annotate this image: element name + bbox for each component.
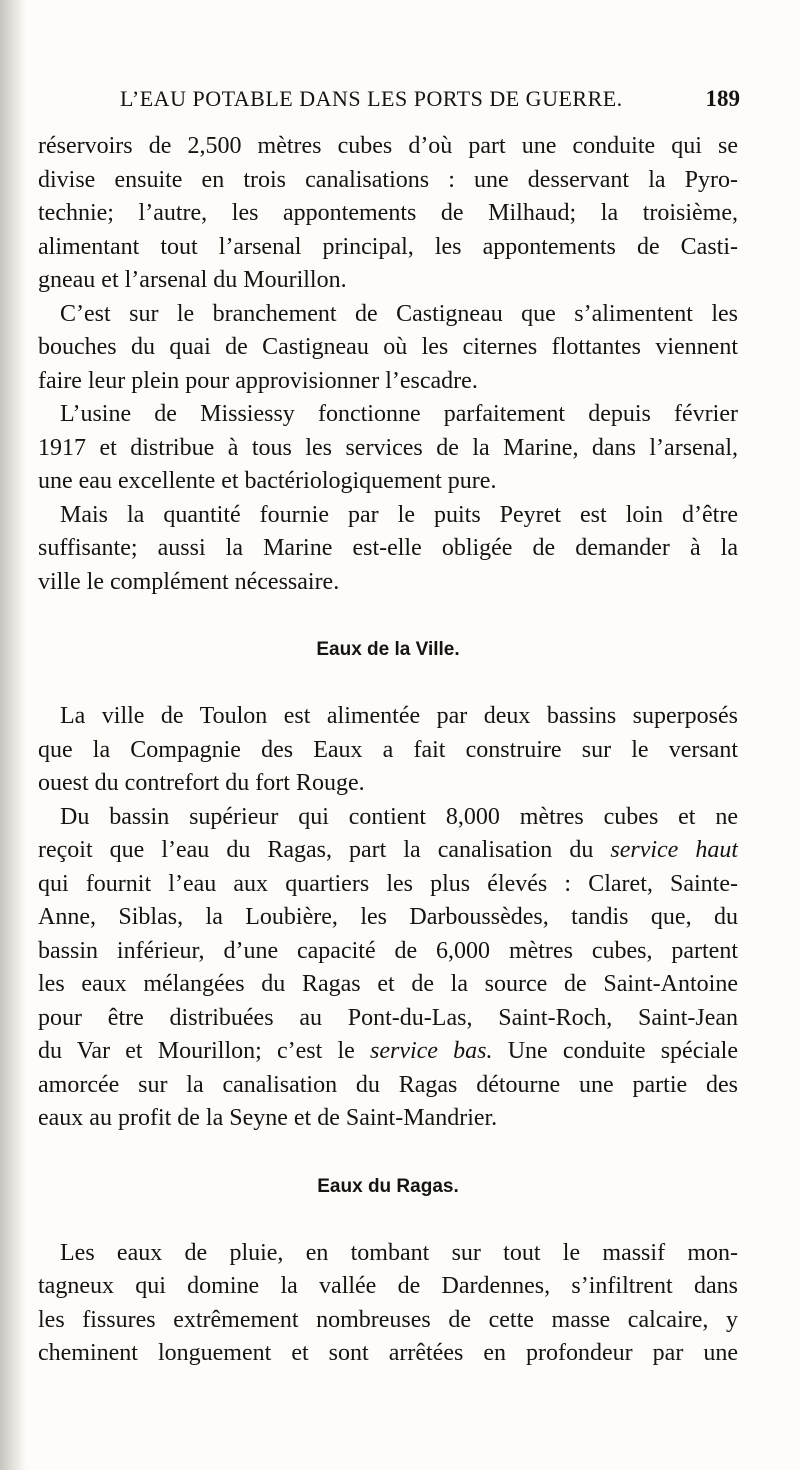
text-line (38, 1035, 738, 1069)
page-number: 189 (705, 86, 740, 111)
text-line: L’usine de Missiessy fonctionne parfaitement depuis février (60, 401, 738, 427)
section-heading-ragas: Eaux du Ragas. (317, 1175, 459, 1197)
text-line: technie; l’autre, les appontements de Milhaud; la troisième, (38, 200, 738, 226)
text-line: les eaux mélangées du Ragas et de la source de Saint-Antoine (38, 971, 738, 997)
text-line: bouches du quai de Castigneau où les citernes flottantes viennent (38, 334, 738, 360)
text-line: gneau et l’arsenal du Mourillon. (38, 267, 347, 293)
text-line: Du bassin supérieur qui contient 8,000 mètres cubes et ne (60, 803, 738, 830)
text-line: suffisante; aussi la Marine est-elle obligée de demander à la (38, 535, 738, 561)
text-line: eaux au profit de la Seyne et de Saint-Mandrier. (38, 1105, 498, 1131)
text-line: Mais la quantité fournie par le puits Peyret est loin d’être (60, 501, 738, 528)
page-gutter-shadow (0, 0, 26, 1470)
text-line: réservoirs de 2,500 mètres cubes d’où part une conduite qui se (38, 133, 738, 159)
section-heading-ville: Eaux de la Ville. (316, 639, 460, 660)
text-line: 1917 et distribue à tous les services de la Marine, dans l’arsenal, (38, 434, 738, 461)
italic-term: service bas. (370, 1038, 493, 1064)
text-line: qui fournit l’eau aux quartiers les plus élevés : Claret, Sainte- (38, 870, 738, 897)
italic-term: service haut (610, 837, 738, 863)
text-line: Les eaux de pluie, en tombant sur tout le massif mon- (60, 1239, 738, 1266)
text-segment: du Var et Mourillon; c’est le (38, 1038, 370, 1064)
text-line: une eau excellente et bactériologiquement pure. (38, 468, 497, 494)
text-line: les fissures extrêmement nombreuses de cette masse calcaire, y (38, 1306, 738, 1333)
text-line: tagneux qui domine la vallée de Dardennes, s’infiltrent dans (38, 1273, 738, 1299)
text-segment: Une conduite spéciale (492, 1038, 738, 1064)
text-line: bassin inférieur, d’une capacité de 6,000 mètres cubes, partent (38, 937, 738, 964)
text-line: pour être distribuées au Pont-du-Las, Saint-Roch, Saint-Jean (38, 1004, 738, 1031)
text-line (38, 834, 738, 868)
text-line: C’est sur le branchement de Castigneau que s’alimentent les (60, 300, 738, 327)
text-line: amorcée sur la canalisation du Ragas détourne une partie des (38, 1071, 738, 1098)
text-line: ouest du contrefort du fort Rouge. (38, 770, 365, 796)
running-title: L’EAU POTABLE DANS LES PORTS DE GUERRE. (120, 86, 623, 111)
text-segment: reçoit que l’eau du Ragas, part la canalisation du (38, 837, 611, 863)
text-line: cheminent longuement et sont arrêtées en profondeur par une (38, 1340, 738, 1366)
body-text (38, 130, 738, 1371)
text-line: ville le complément nécessaire. (38, 568, 340, 595)
text-line: divise ensuite en trois canalisations : une desservant la Pyro- (38, 166, 738, 193)
text-line: La ville de Toulon est alimentée par deux bassins superposés (60, 703, 738, 729)
text-line: alimentant tout l’arsenal principal, les appontements de Casti- (38, 233, 738, 260)
text-line: que la Compagnie des Eaux a fait construire sur le versant (38, 736, 738, 763)
text-line: Anne, Siblas, la Loubière, les Darboussèdes, tandis que, du (38, 904, 738, 930)
text-line: faire leur plein pour approvisionner l’escadre. (38, 367, 478, 394)
